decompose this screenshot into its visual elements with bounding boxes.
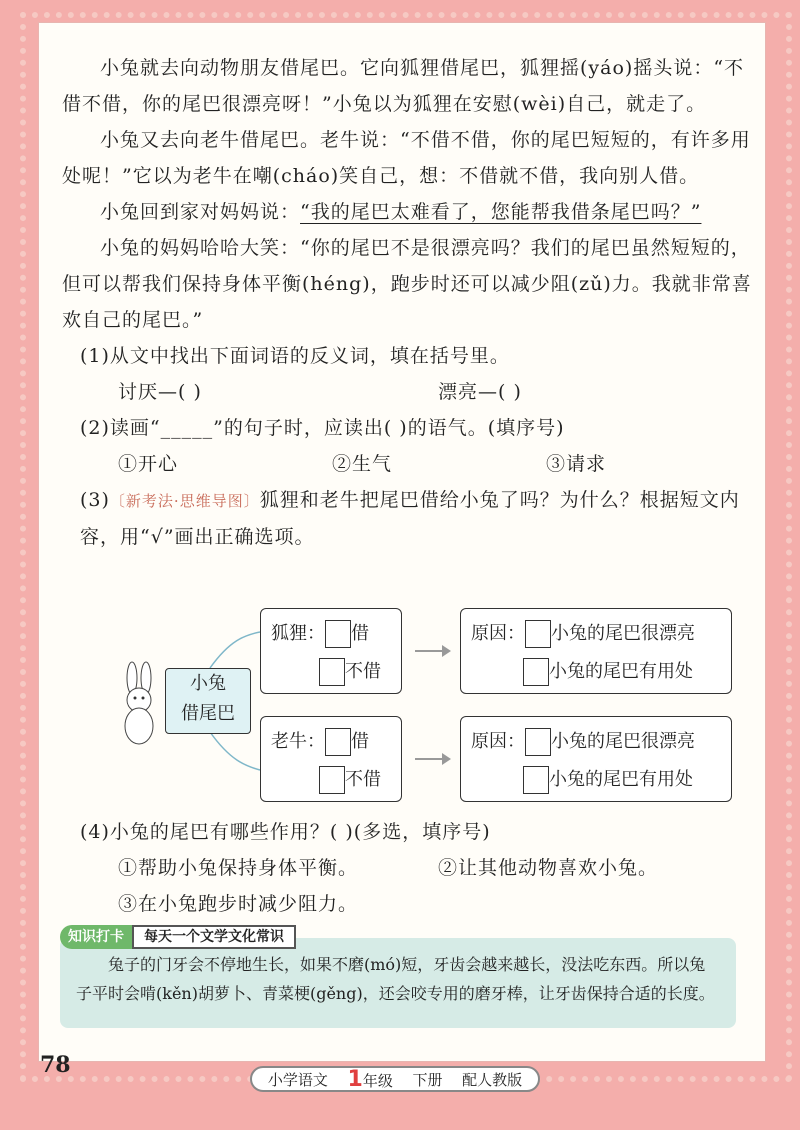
footer-grade-group: [348, 1067, 393, 1092]
fox-box: [260, 608, 402, 694]
q4-option-3[interactable]: ③在小兔跑步时减少阻力。: [118, 893, 359, 915]
fox-lend-label: 借: [351, 623, 369, 644]
question-2-stem: (2)读画“_____”的句子时，应读出( )的语气。(填序号): [80, 417, 565, 439]
fox-reason-row-1: [471, 619, 695, 648]
cow-reason-1-text: 小兔的尾巴很漂亮: [551, 731, 695, 752]
fox-reason-1-text: 小兔的尾巴很漂亮: [551, 623, 695, 644]
cow-reason-row-1: [471, 727, 695, 756]
question-4-stem: (4)小兔的尾巴有哪些作用？( )(多选，填序号): [80, 821, 491, 843]
footer-grade: 1: [347, 1066, 363, 1092]
fox-notlend-label: 不借: [345, 661, 381, 682]
option-1[interactable]: ①开心: [118, 453, 179, 475]
question-2-options: [62, 446, 752, 482]
fox-reason-2-checkbox[interactable]: [523, 658, 549, 686]
mind-map: [60, 600, 750, 810]
cow-label: 老牛：: [271, 731, 325, 752]
q4-option-2[interactable]: ②让其他动物喜欢小兔。: [438, 857, 659, 879]
new-format-tag: 〔新考法·思维导图〕: [109, 492, 260, 510]
footer-grade-unit: 年级: [362, 1071, 393, 1090]
question-1-stem: (1)从文中找出下面词语的反义词，填在括号里。: [80, 345, 510, 367]
footer-subject: 小学语文: [267, 1070, 328, 1089]
question-3-text: 狐狸和老牛把尾巴借给小兔了吗？为什么？根据短文内容，用“√”画出正确选项。: [80, 489, 740, 548]
arrow-icon: [415, 758, 449, 760]
fox-reason-1-checkbox[interactable]: [525, 620, 551, 648]
story-paragraph-4: 小兔的妈妈哈哈大笑：“你的尾巴不是很漂亮吗？我们的尾巴虽然短短的，但可以帮我们保持身体平衡(héng)，跑步时还可以减少阻(zǔ)力。我就非常喜欢自己的尾巴。”: [62, 237, 752, 331]
cow-reason-2-text: 小兔的尾巴有用处: [549, 769, 693, 790]
cow-box: [260, 716, 402, 802]
fox-lend-row: [271, 619, 369, 648]
cow-reason-label: 原因：: [471, 731, 525, 752]
question-3-stem: (3)〔新考法·思维导图〕狐狸和老牛把尾巴借给小兔了吗？为什么？根据短文内容，用“√”画出正确选项。: [80, 489, 740, 548]
underlined-sentence: “我的尾巴太难看了，您能帮我借条尾巴吗？”: [300, 201, 702, 223]
footer-edition: 配人教版: [462, 1070, 523, 1089]
question-1-items: [62, 374, 752, 410]
cow-reason-box: [460, 716, 732, 802]
arrow-icon: [415, 650, 449, 652]
fox-reason-label: 原因：: [471, 623, 525, 644]
story-paragraph-3-lead: 小兔回到家对妈妈说：: [100, 201, 301, 223]
rabbit-icon: [115, 660, 165, 750]
knowledge-tag-label: 知识打卡: [60, 925, 132, 949]
center-node: [165, 668, 251, 734]
story-paragraph-2: 小兔又去向老牛借尾巴。老牛说：“不借不借，你的尾巴短短的，有许多用处呢！”它以为老牛在嘲(cháo)笑自己，想：不借就不借，我向别人借。: [62, 129, 751, 187]
cow-notlend-row: [319, 765, 381, 794]
q4-option-1[interactable]: ①帮助小兔保持身体平衡。: [118, 857, 359, 879]
question-4-options-row-1: [62, 850, 752, 886]
footer-badge: [250, 1066, 540, 1092]
fox-reason-box: [460, 608, 732, 694]
cow-reason-row-2: [523, 765, 693, 794]
option-3[interactable]: ③请求: [546, 453, 607, 475]
cow-lend-checkbox[interactable]: [325, 728, 351, 756]
story-text: [62, 50, 752, 555]
story-paragraph-3: [62, 194, 752, 230]
footer-volume: 下册: [412, 1070, 443, 1089]
story-paragraph-1: 小兔就去向动物朋友借尾巴。它向狐狸借尾巴，狐狸摇(yáo)摇头说：“不借不借，你的尾巴很漂亮呀！”小兔以为狐狸在安慰(wèi)自己，就走了。: [62, 57, 745, 115]
center-node-line-1: 小兔: [190, 673, 226, 694]
cow-lend-label: 借: [351, 731, 369, 752]
knowledge-tag: [60, 924, 296, 950]
question-4: [62, 814, 752, 922]
option-2[interactable]: ②生气: [332, 453, 393, 475]
cow-notlend-label: 不借: [345, 769, 381, 790]
antonym-blank-1[interactable]: 讨厌—( ): [118, 381, 202, 403]
fox-notlend-row: [319, 657, 381, 686]
page-number: 78: [40, 1052, 71, 1078]
cow-lend-row: [271, 727, 369, 756]
knowledge-card: [60, 924, 736, 1028]
cow-reason-2-checkbox[interactable]: [523, 766, 549, 794]
cow-reason-1-checkbox[interactable]: [525, 728, 551, 756]
fox-reason-2-text: 小兔的尾巴有用处: [549, 661, 693, 682]
antonym-blank-2[interactable]: 漂亮—( ): [438, 381, 522, 403]
fox-label: 狐狸：: [271, 623, 325, 644]
fox-notlend-checkbox[interactable]: [319, 658, 345, 686]
fox-reason-row-2: [523, 657, 693, 686]
cow-notlend-checkbox[interactable]: [319, 766, 345, 794]
knowledge-body: 兔子的门牙会不停地生长，如果不磨(mó)短，牙齿会越来越长，没法吃东西。所以兔子平时会啃(kěn)胡萝卜、青菜梗(gěng)，还会咬专用的磨牙棒，让牙齿保持合适的长度。: [60, 938, 736, 1028]
knowledge-tag-subtitle: 每天一个文学文化常识: [132, 925, 296, 949]
center-node-line-2: 借尾巴: [181, 703, 235, 724]
fox-lend-checkbox[interactable]: [325, 620, 351, 648]
